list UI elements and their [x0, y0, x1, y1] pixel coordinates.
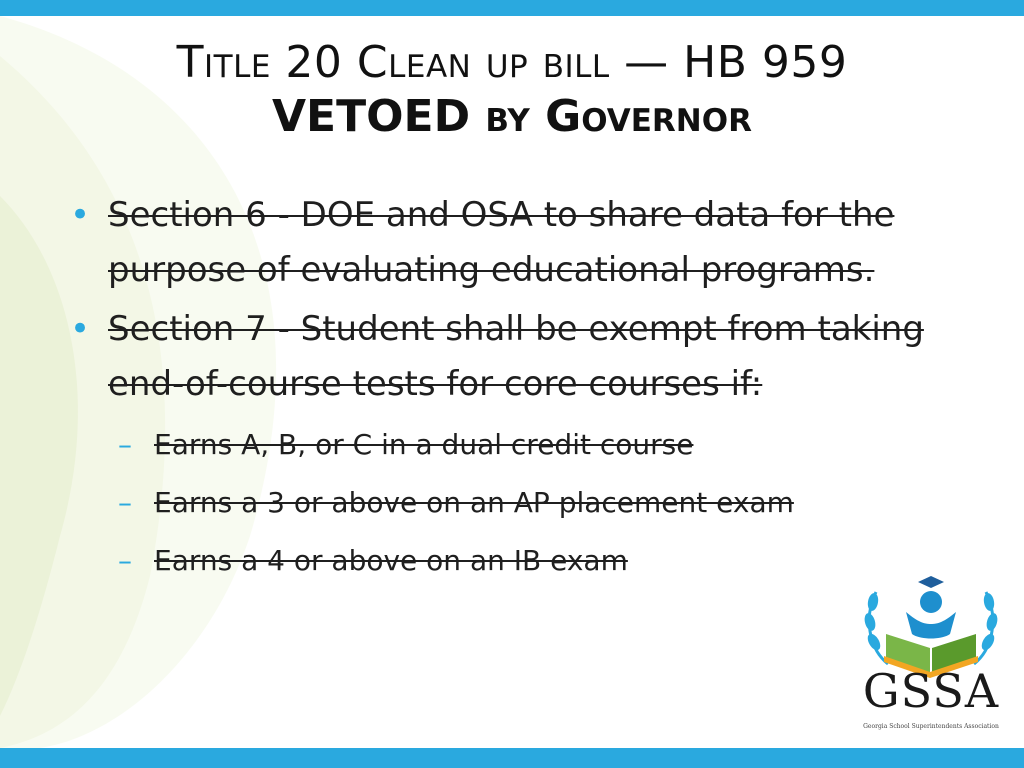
sub-bullet-item [66, 474, 966, 532]
logo-subtitle: Georgia School Superintendents Association [863, 723, 999, 730]
title-by-governor: by Governor [470, 90, 752, 142]
title-line-2 [60, 90, 964, 144]
dash-icon: – [118, 486, 132, 519]
bullet-text: Section 6 - DOE and OSA to share data for the purpose of evaluating educational programs. [108, 195, 895, 290]
slide-title [60, 36, 964, 143]
person-icon [906, 576, 956, 639]
title-vetoed: VETOED [272, 90, 471, 142]
sub-bullet-item [66, 532, 966, 590]
logo-wordmark: GSSA [862, 664, 1000, 718]
bullet-dot-icon: • [70, 309, 91, 349]
bottom-accent-bar [0, 748, 1024, 768]
sub-bullet-item [66, 416, 966, 474]
dash-icon: – [118, 544, 132, 577]
title-line-1: Title 20 Clean up bill — HB 959 [176, 37, 848, 88]
bullet-text: Section 7 - Student shall be exempt from taking end-of-course tests for core courses if: [108, 309, 924, 404]
bullet-item [66, 188, 966, 298]
bullet-dot-icon: • [70, 195, 91, 235]
bullet-item [66, 302, 966, 412]
content-area [66, 188, 966, 590]
sub-bullet-text: Earns A, B, or C in a dual credit course [154, 428, 694, 461]
top-accent-bar [0, 0, 1024, 16]
sub-bullet-text: Earns a 4 or above on an IB exam [154, 544, 628, 577]
dash-icon: – [118, 428, 132, 461]
sub-bullet-text: Earns a 3 or above on an AP placement exam [154, 486, 794, 519]
